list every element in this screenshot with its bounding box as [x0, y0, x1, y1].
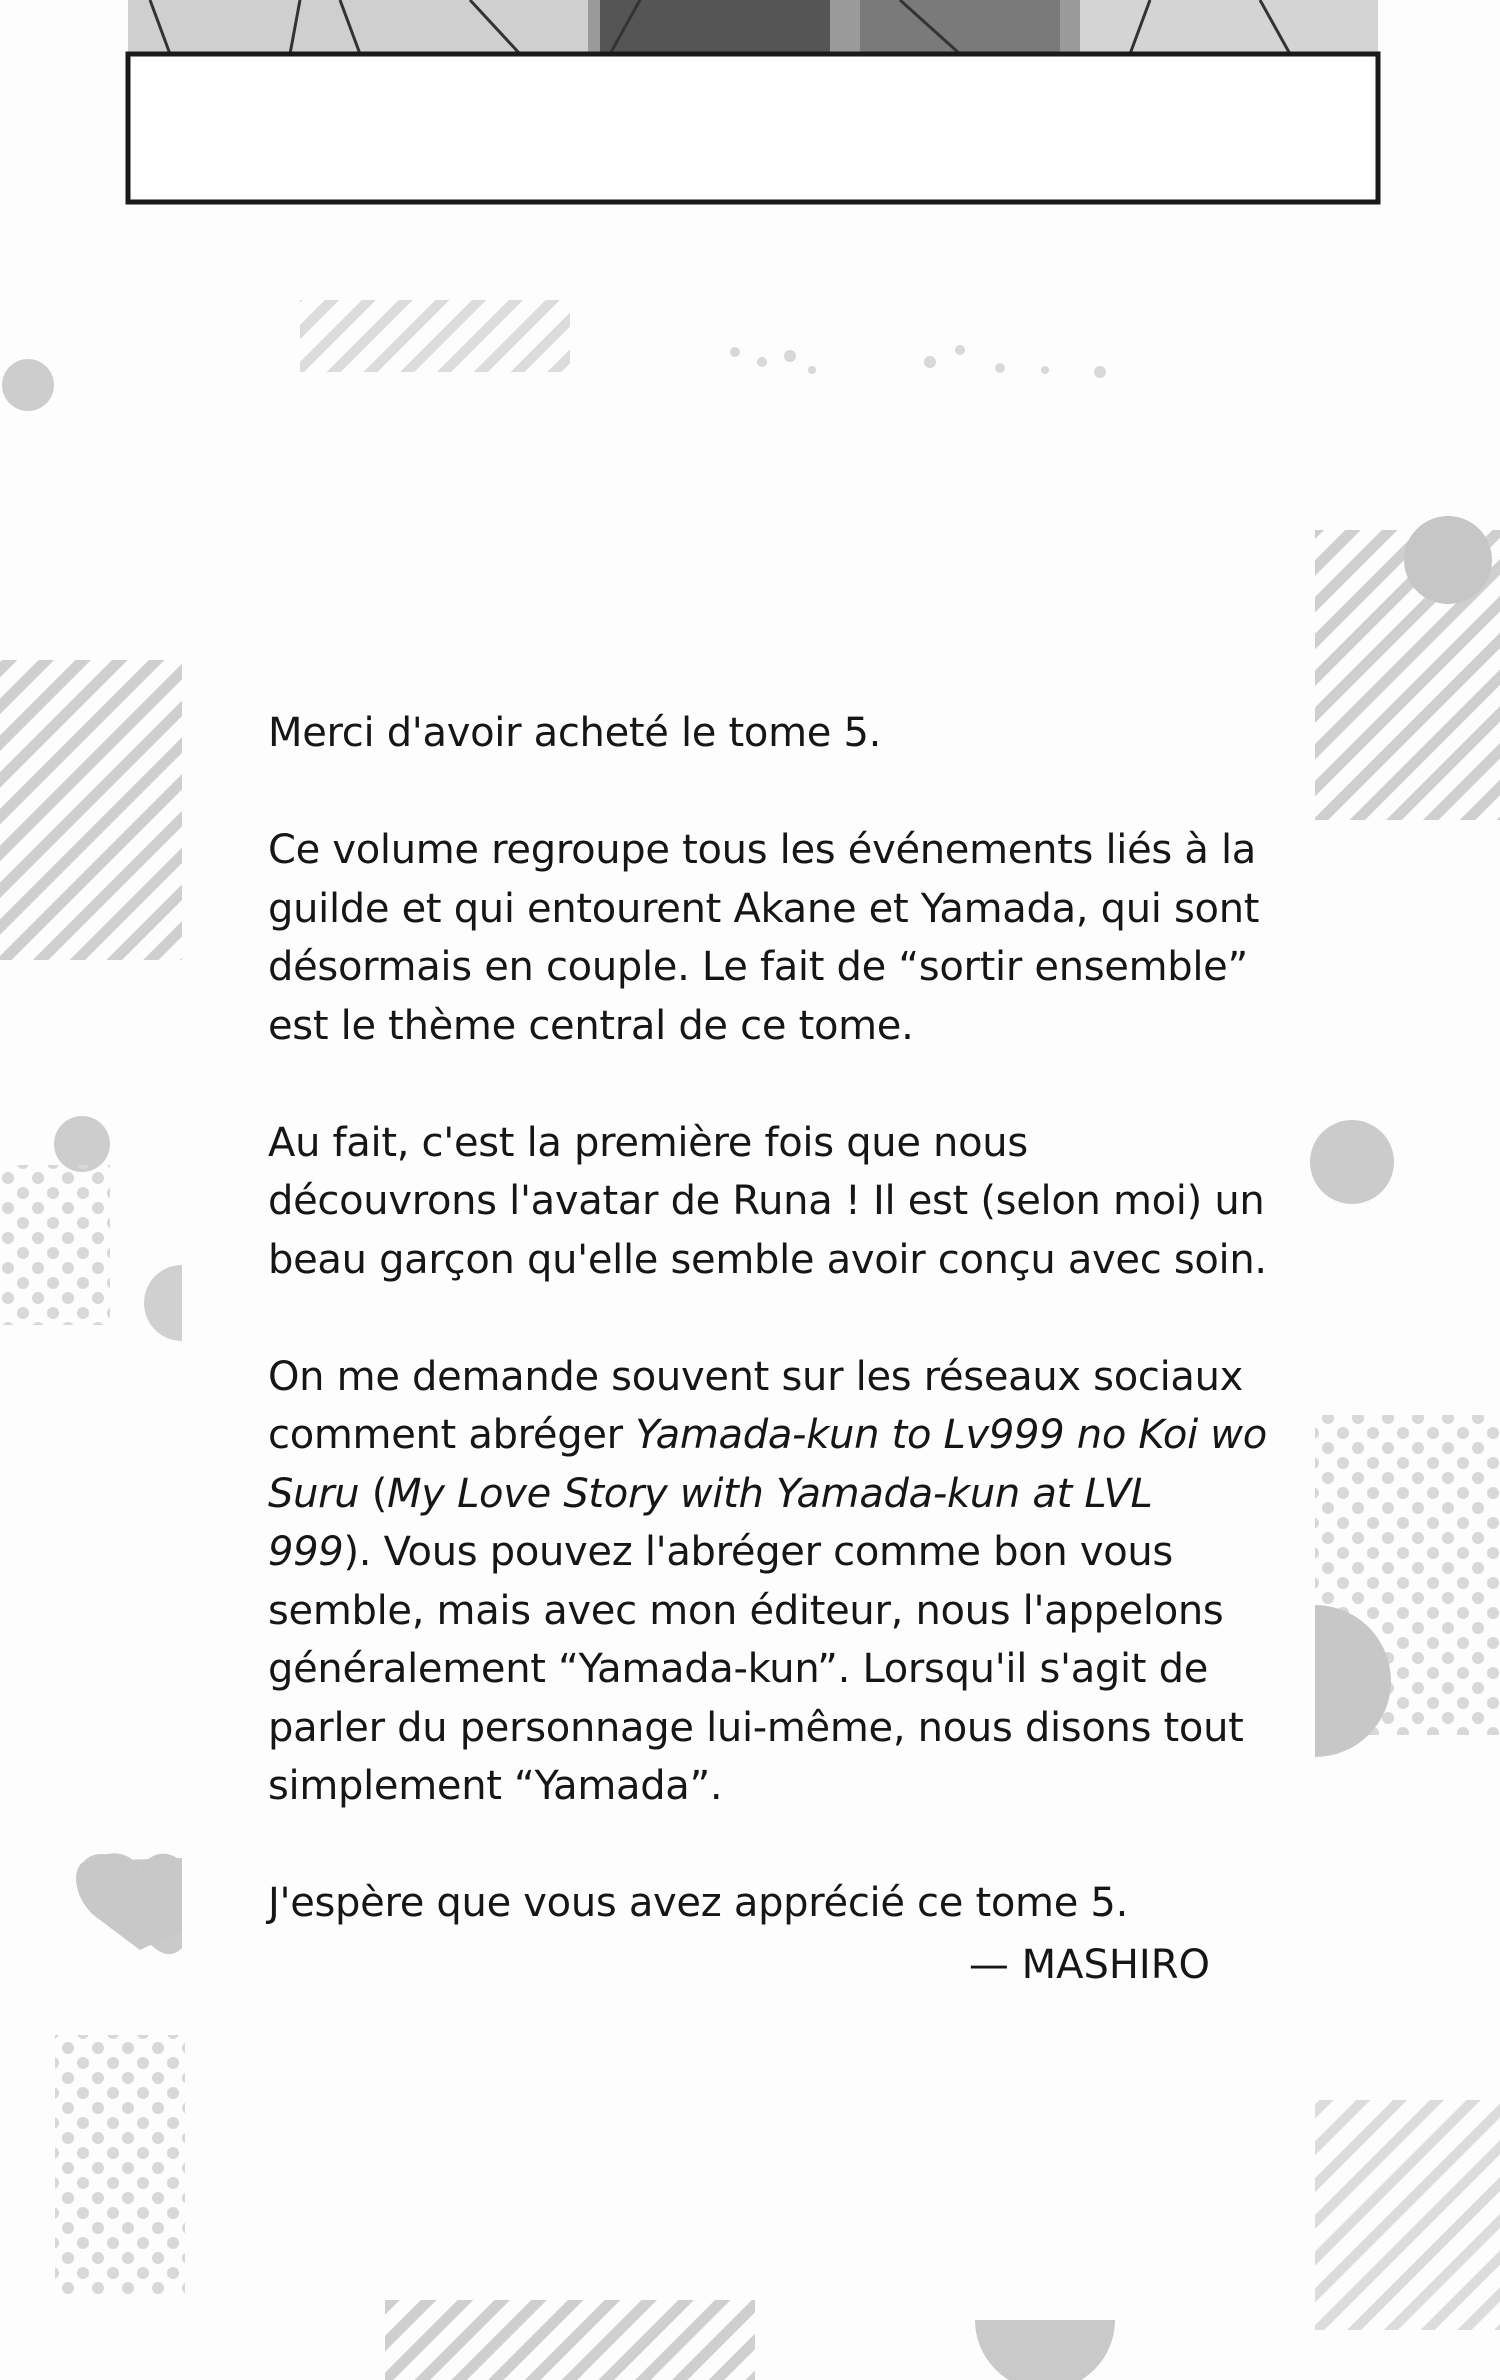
manga-panel-fragment — [128, 0, 1378, 54]
empty-caption-box — [128, 54, 1378, 202]
author-signature: — MASHIRO — [968, 1942, 1210, 1988]
text-segment: ). Vous pouvez l'abréger comme bon vous semble, mais avec mon éditeur, nous l'appelons généralement “Yamada-kun”. Lorsqu'il s'agit de parler du personnage lui-même, nous disons tout simplement “Yamada”. — [268, 1529, 1244, 1809]
paragraph-runa-avatar: Au fait, c'est la première fois que nous découvrons l'avatar de Runa ! Il est (selon moi) un beau garçon qu'elle semble avoir conçu avec soin. — [268, 1119, 1267, 1283]
afterword-text — [268, 704, 1268, 1991]
paragraph-thanks: Merci d'avoir acheté le tome 5. — [268, 710, 882, 756]
paragraph-title-abbreviation — [268, 1348, 1268, 1816]
title-japanese: Yamada-kun to Lv999 no Koi wo Suru — [268, 1412, 1267, 1517]
title-english: My Love Story with Yamada-kun at LVL 999 — [268, 1470, 1153, 1575]
paragraph-volume-summary: Ce volume regroupe tous les événements liés à la guilde et qui entourent Akane et Yamada, qui sont désormais en couple. Le fait de “sortir ensemble” est le thème central de ce tome. — [268, 827, 1260, 1049]
text-segment: On me demande souvent sur les réseaux sociaux comment abréger — [268, 1353, 1244, 1458]
paragraph-closing: J'espère que vous avez apprécié ce tome 5. — [268, 1880, 1128, 1926]
text-segment: ( — [359, 1470, 388, 1517]
